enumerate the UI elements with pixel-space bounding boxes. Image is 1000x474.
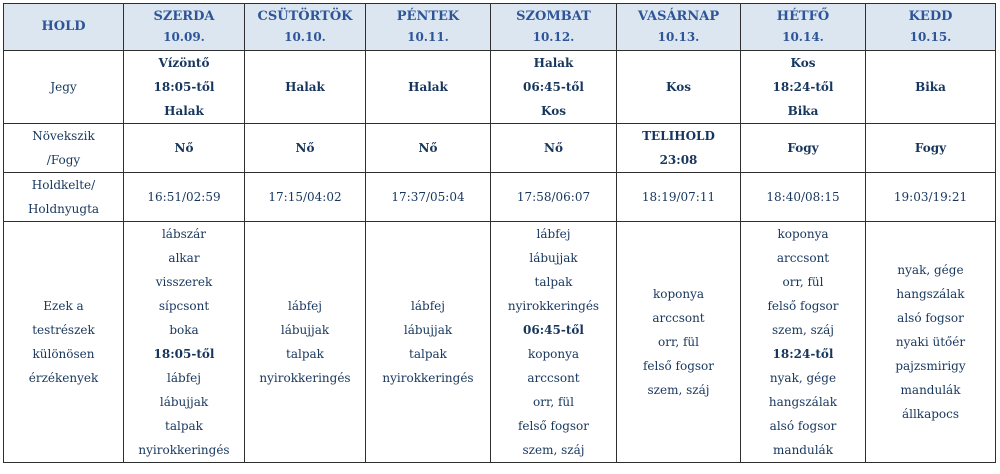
cell-line: mandulák	[900, 383, 961, 397]
day-name: PÉNTEK	[396, 9, 460, 24]
table-cell	[741, 51, 866, 124]
row-label	[4, 173, 124, 222]
cell-line: 18:05-től	[153, 80, 215, 94]
cell-line: hangszálak	[768, 395, 838, 409]
row-label	[4, 124, 124, 173]
table-cell	[491, 173, 617, 222]
cell-line: 17:37/05:04	[391, 190, 465, 204]
cell-line: Halak	[408, 80, 448, 94]
row-jegy	[4, 51, 996, 124]
cell-line: állkapocs	[901, 407, 960, 421]
day-name: VASÁRNAP	[637, 9, 720, 24]
cell-line: Halak	[533, 56, 574, 70]
day-header	[366, 4, 491, 51]
table-cell	[741, 173, 866, 222]
table-cell	[366, 124, 491, 173]
table-cell	[866, 51, 996, 124]
cell-line: koponya	[527, 347, 580, 361]
cell-line: alkar	[168, 251, 200, 265]
cell-line: Bika	[787, 104, 819, 118]
table-cell	[491, 124, 617, 173]
table-cell	[866, 173, 996, 222]
day-name: HÉTFŐ	[776, 9, 830, 24]
row-label-line: Holdkelte/	[31, 178, 96, 192]
cell-line: szem, száj	[522, 443, 585, 457]
cell-line: Nő	[295, 141, 315, 155]
corner-header: HOLD	[4, 4, 124, 51]
day-name: CSÜTÖRTÖK	[257, 9, 353, 24]
cell-line: lábfej	[536, 227, 571, 241]
cell-line: Nő	[174, 141, 194, 155]
cell-line: arccsont	[527, 371, 580, 385]
cell-line: Vízöntő	[158, 56, 210, 70]
cell-line: Halak	[164, 104, 204, 118]
day-name: SZOMBAT	[516, 9, 591, 24]
cell-line: 19:03/19:21	[893, 190, 968, 204]
cell-line: nyirokkeringés	[382, 371, 474, 385]
cell-line: orr, fül	[782, 275, 824, 289]
day-date: 10.11.	[407, 30, 449, 44]
cell-line: arccsont	[776, 251, 830, 265]
cell-line: lábujjak	[159, 395, 209, 409]
cell-line: boka	[169, 323, 199, 337]
table-cell	[124, 173, 245, 222]
day-date: 10.10.	[284, 30, 326, 44]
cell-line: nyaki ütőér	[895, 335, 966, 349]
table-cell	[124, 222, 245, 463]
row-label-line: testrészek	[32, 323, 95, 337]
day-date: 10.13.	[657, 30, 700, 44]
cell-line: talpak	[409, 347, 447, 361]
table-cell	[866, 124, 996, 173]
table-cell	[124, 124, 245, 173]
cell-line: mandulák	[773, 443, 833, 457]
cell-line: Nő	[544, 141, 563, 155]
table-cell	[245, 124, 366, 173]
cell-line: koponya	[777, 227, 829, 241]
table-cell	[366, 173, 491, 222]
cell-line: nyirokkeringés	[507, 299, 600, 313]
cell-line: hangszálak	[896, 287, 965, 301]
cell-line: nyirokkeringés	[138, 443, 230, 457]
table-cell	[617, 124, 741, 173]
table-cell	[245, 222, 366, 463]
cell-line: visszerek	[155, 275, 213, 289]
cell-line: szem, száj	[772, 323, 834, 337]
cell-line: Fogy	[787, 141, 819, 155]
cell-line: 17:15/04:02	[268, 190, 342, 204]
cell-line: lábszár	[161, 227, 207, 241]
cell-line: 23:08	[659, 153, 698, 167]
row-label-line: Növekszik	[32, 129, 95, 143]
cell-line: talpak	[286, 347, 324, 361]
header-row	[4, 4, 996, 51]
row-novekszik	[4, 124, 996, 173]
row-label-line: Jegy	[50, 80, 77, 94]
table-cell	[245, 51, 366, 124]
table-cell	[866, 222, 996, 463]
cell-line: koponya	[652, 287, 705, 301]
day-date: 10.09.	[163, 30, 205, 44]
cell-line: 18:24-től	[772, 347, 834, 361]
cell-line: 18:40/08:15	[766, 190, 840, 204]
cell-line: szem, száj	[647, 383, 710, 397]
row-label-line: különösen	[32, 347, 95, 361]
cell-line: felső fogsor	[517, 419, 590, 433]
day-header	[245, 4, 366, 51]
table-cell	[741, 222, 866, 463]
day-header	[866, 4, 996, 51]
cell-line: TELIHOLD	[642, 129, 715, 143]
cell-line: orr, fül	[657, 335, 699, 349]
cell-line: nyak, gége	[897, 263, 964, 277]
cell-line: 06:45-től	[523, 323, 584, 337]
cell-line: felső fogsor	[642, 359, 715, 373]
cell-line: 18:19/07:11	[641, 190, 716, 204]
table-cell	[366, 222, 491, 463]
table-cell	[741, 124, 866, 173]
day-header	[617, 4, 741, 51]
cell-line: talpak	[165, 419, 203, 433]
cell-line: Halak	[285, 80, 325, 94]
cell-line: 18:05-től	[153, 347, 215, 361]
table-cell	[617, 173, 741, 222]
row-label-line: /Fogy	[46, 153, 81, 167]
row-label-line: érzékenyek	[28, 371, 99, 385]
cell-line: Kos	[541, 104, 566, 118]
cell-line: 16:51/02:59	[147, 190, 221, 204]
cell-line: lábfej	[167, 371, 201, 385]
table-cell	[491, 222, 617, 463]
cell-line: Nő	[418, 141, 438, 155]
day-date: 10.14.	[782, 30, 824, 44]
table-cell	[124, 51, 245, 124]
cell-line: Kos	[666, 80, 691, 94]
cell-line: 06:45-től	[523, 80, 584, 94]
cell-line: Kos	[790, 56, 816, 70]
cell-line: arccsont	[652, 311, 705, 325]
cell-line: 17:58/06:07	[516, 190, 591, 204]
row-label-line: Ezek a	[43, 299, 84, 313]
table-cell	[245, 173, 366, 222]
cell-line: nyirokkeringés	[259, 371, 351, 385]
cell-line: 18:24-től	[772, 80, 834, 94]
cell-line: lábujjak	[403, 323, 453, 337]
moon-calendar-table	[3, 3, 996, 463]
day-date: 10.15.	[909, 30, 952, 44]
table-cell	[366, 51, 491, 124]
day-header	[741, 4, 866, 51]
cell-line: Bika	[915, 80, 946, 94]
cell-line: Fogy	[914, 141, 947, 155]
cell-line: nyak, gége	[769, 371, 837, 385]
cell-line: orr, fül	[532, 395, 574, 409]
cell-line: lábujjak	[529, 251, 578, 265]
cell-line: felső fogsor	[767, 299, 839, 313]
day-header	[491, 4, 617, 51]
cell-line: pajzsmirigy	[895, 359, 966, 373]
cell-line: lábfej	[411, 299, 445, 313]
cell-line: sípcsont	[158, 299, 210, 313]
cell-line: talpak	[534, 275, 573, 289]
cell-line: alsó fogsor	[897, 311, 964, 325]
table-cell	[617, 222, 741, 463]
cell-line: lábfej	[288, 299, 322, 313]
table-cell	[491, 51, 617, 124]
cell-line: alsó fogsor	[769, 419, 837, 433]
row-testreszek	[4, 222, 996, 463]
day-header	[124, 4, 245, 51]
row-label-line: Holdnyugta	[27, 202, 100, 216]
day-name: KEDD	[908, 9, 953, 24]
row-label	[4, 222, 124, 463]
day-date: 10.12.	[532, 30, 575, 44]
table-cell	[617, 51, 741, 124]
row-label	[4, 51, 124, 124]
cell-line: lábujjak	[280, 323, 330, 337]
day-name: SZERDA	[153, 9, 215, 24]
row-holdkelte	[4, 173, 996, 222]
